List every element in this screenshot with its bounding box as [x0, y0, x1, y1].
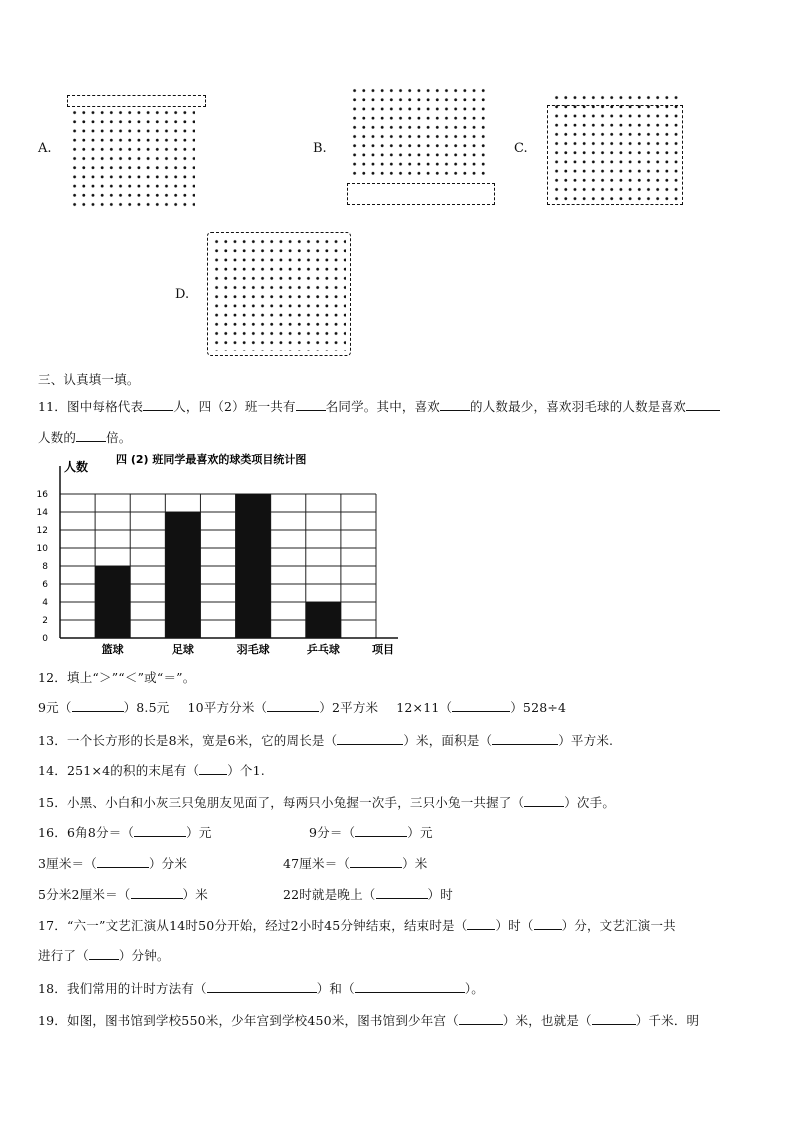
- option-c-frame: [547, 105, 683, 205]
- q17-blank-3[interactable]: [89, 947, 119, 960]
- option-d-label: D.: [175, 287, 190, 302]
- option-a-top-strip: [67, 95, 206, 107]
- q12-blank-c[interactable]: [452, 699, 510, 712]
- x-axis-label: 项目: [372, 643, 394, 656]
- q16-blank-4[interactable]: [350, 855, 402, 868]
- q16-row1-b: 9分＝（ ）元: [309, 825, 433, 840]
- q16-row2: 3厘米＝（ ）分米: [38, 856, 188, 871]
- y-tick-label: 16: [36, 490, 48, 500]
- q17-blank-1[interactable]: [467, 917, 495, 930]
- q19-blank-1[interactable]: [459, 1012, 503, 1025]
- option-b-label: B.: [313, 141, 327, 156]
- q14-blank[interactable]: [199, 762, 227, 775]
- q16-row3-b: 22时就是晚上（ ）时: [283, 887, 453, 902]
- q11-blank-2[interactable]: [296, 398, 326, 411]
- q11-blank-4[interactable]: [686, 398, 720, 411]
- q16-row3: 5分米2厘米＝（ ）米: [38, 887, 208, 902]
- q14-line: 14．251×4的积的末尾有（ ）个1.: [38, 763, 265, 778]
- option-b-bottom-strip: [347, 183, 495, 205]
- q11-blank-5[interactable]: [76, 429, 106, 442]
- q15-blank[interactable]: [524, 794, 564, 807]
- x-tick-label: 足球: [171, 643, 194, 656]
- chart-title: 四 (2) 班同学最喜欢的球类项目统计图: [116, 453, 307, 466]
- q12-title: 12．填上“＞”“＜”或“＝”。: [38, 670, 196, 685]
- option-a-label: A.: [38, 141, 52, 156]
- q11-blank-1[interactable]: [143, 398, 173, 411]
- option-b-dot-grid: [350, 86, 490, 180]
- q13-blank-1[interactable]: [337, 732, 403, 745]
- bar-乒乓球: [306, 602, 341, 638]
- q16-row2-b: 47厘米＝（ ）米: [283, 856, 428, 871]
- y-tick-label: 6: [42, 580, 48, 590]
- q11-line2: 人数的 倍。: [38, 430, 132, 445]
- q18-blank-2[interactable]: [355, 980, 465, 993]
- y-axis-label: 人数: [64, 460, 89, 474]
- option-a-dot-grid: [70, 108, 195, 208]
- y-tick-label: 0: [42, 634, 48, 644]
- q19-line: 19．如图，图书馆到学校550米，少年宫到学校450米，图书馆到少年宫（ ）米，也就是（ ）千米．明: [38, 1013, 700, 1028]
- y-tick-label: 12: [36, 526, 48, 536]
- q17-line1: 17．“六一”文艺汇演从14时50分开始，经过2小时45分钟结束，结束时是（ ）时（ ）分，文艺汇演一共: [38, 918, 676, 933]
- q16-blank-3[interactable]: [97, 855, 149, 868]
- q16-row1: 16．6角8分＝（ ）元: [38, 825, 212, 840]
- q11-blank-3[interactable]: [440, 398, 470, 411]
- q16-blank-2[interactable]: [355, 824, 407, 837]
- y-tick-label: 8: [42, 562, 48, 572]
- q18-blank-1[interactable]: [207, 980, 317, 993]
- q16-blank-5[interactable]: [131, 886, 183, 899]
- option-d-dot-grid: [212, 237, 346, 351]
- bar-足球: [165, 512, 200, 638]
- q12-blank-a[interactable]: [72, 699, 124, 712]
- q15-line: 15．小黑、小白和小灰三只兔朋友见面了，每两只小兔握一次手，三只小兔一共握了（ ）次手。: [38, 795, 616, 810]
- q13-line: 13．一个长方形的长是8米，宽是6米，它的周长是（ ）米，面积是（ ）平方米.: [38, 733, 614, 748]
- q17-blank-2[interactable]: [534, 917, 562, 930]
- q11-line1: 11．图中每格代表 人，四（2）班一共有 名同学。其中，喜欢 的人数最少，喜欢羽毛球的人数是喜欢: [38, 397, 720, 415]
- x-tick-label: 乒乓球: [306, 643, 340, 656]
- y-tick-label: 2: [42, 616, 48, 626]
- q12-blank-b[interactable]: [267, 699, 319, 712]
- q16-blank-6[interactable]: [376, 886, 428, 899]
- bar-篮球: [95, 566, 130, 638]
- y-tick-label: 10: [36, 544, 48, 554]
- section-title: 三、认真填一填。: [38, 372, 140, 387]
- y-tick-label: 14: [36, 508, 48, 518]
- x-tick-label: 羽毛球: [236, 643, 270, 656]
- q19-blank-2[interactable]: [592, 1012, 636, 1025]
- q12-row: 9元（ ）8.5元 10平方分米（ ）2平方米 12×11（ ）528÷4: [38, 700, 567, 715]
- option-c-label: C.: [514, 141, 528, 156]
- x-tick-label: 篮球: [101, 643, 124, 656]
- y-tick-label: 4: [42, 598, 48, 608]
- q17-line2: 进行了（ ）分钟。: [38, 948, 170, 963]
- bar-chart: [30, 448, 410, 660]
- bar-羽毛球: [236, 494, 271, 638]
- q16-blank-1[interactable]: [134, 824, 186, 837]
- q18-line: 18．我们常用的计时方法有（ ）和（ ）。: [38, 981, 484, 996]
- q13-blank-2[interactable]: [492, 732, 558, 745]
